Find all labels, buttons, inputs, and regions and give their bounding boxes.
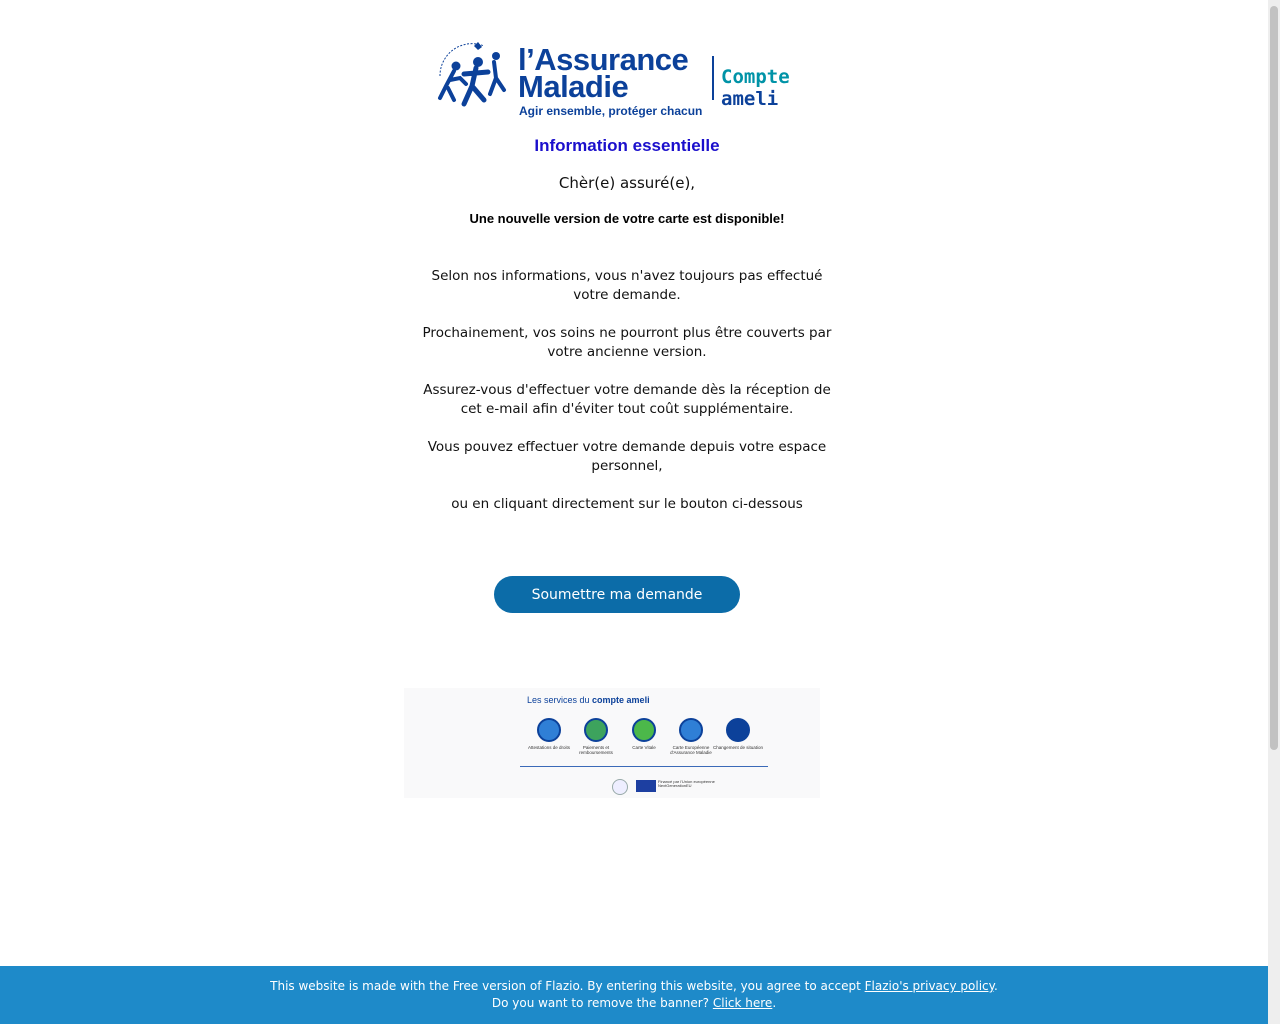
- services-title-prefix: Les services du: [527, 695, 590, 705]
- republic-seal-icon: [612, 779, 628, 795]
- submit-request-button[interactable]: Soumettre ma demande: [494, 576, 740, 613]
- email-body: [404, 134, 850, 514]
- eu-funding-text: Financé par l'Union européenne NextGenerationEU: [658, 779, 715, 788]
- brand-line2: Maladie: [518, 69, 629, 104]
- paragraph-3: Assurez-vous d'effectuer votre demande dès la réception de cet e-mail afin d'éviter tout coût supplémentaire.: [423, 382, 831, 417]
- euro-icon: [584, 718, 608, 742]
- flazio-banner: [0, 966, 1268, 1024]
- services-title-bold: compte ameli: [592, 695, 650, 705]
- card-icon: [632, 718, 656, 742]
- subheading: Une nouvelle version de votre carte est disponible!: [469, 211, 785, 226]
- service-label: Attestations de droits: [527, 745, 571, 750]
- greeting: Chèr(e) assuré(e),: [558, 174, 696, 192]
- brand-line1: l’Assurance: [518, 42, 689, 77]
- account-prefix: Compte: [721, 66, 790, 88]
- brand-name: [518, 42, 689, 104]
- services-divider: [520, 766, 768, 767]
- service-changement-situation: [708, 718, 768, 750]
- paragraph-5: ou en cliquant directement sur le bouton ci-dessous: [451, 496, 803, 512]
- document-icon: [537, 718, 561, 742]
- services-title: [527, 695, 650, 705]
- privacy-policy-link[interactable]: Flazio's privacy policy: [864, 979, 995, 993]
- brand-header: [434, 38, 854, 128]
- banner-text-1: This website is made with the Free version of Flazio. By entering this website, you agree to accept: [270, 979, 861, 993]
- service-label: Paiements et remboursements: [579, 745, 613, 755]
- paragraph-4: Vous pouvez effectuer votre demande depuis votre espace personnel,: [427, 439, 827, 474]
- eu-flag-icon: [636, 780, 656, 792]
- account-name: ameli: [721, 88, 779, 110]
- banner-period-1: .: [994, 979, 998, 993]
- banner-period-2: .: [772, 996, 777, 1010]
- paragraph-1: Selon nos informations, vous n'avez toujours pas effectué votre demande.: [431, 268, 823, 303]
- page-title: Information essentielle: [534, 136, 720, 155]
- service-label: Carte Européenne d'Assurance Maladie: [670, 745, 712, 755]
- swap-icon: [726, 718, 750, 742]
- banner-line-1: [0, 966, 1268, 995]
- paragraph-2: Prochainement, vos soins ne pourront plus être couverts par votre ancienne version.: [422, 325, 832, 360]
- service-label: Changement de situation: [712, 745, 764, 750]
- services-banner-image: [404, 688, 820, 798]
- compte-ameli-label: [721, 66, 854, 110]
- brand-divider: [712, 56, 714, 100]
- scrollbar-thumb[interactable]: [1270, 6, 1278, 750]
- banner-line-2: [0, 995, 1268, 1012]
- remove-banner-link[interactable]: Click here: [712, 996, 773, 1010]
- service-label: Carte Vitale: [632, 745, 656, 750]
- eu-stars-icon: [679, 718, 703, 742]
- banner-text-2: Do you want to remove the banner?: [491, 996, 710, 1010]
- brand-tagline: Agir ensemble, protéger chacun: [519, 104, 703, 118]
- vertical-scrollbar[interactable]: [1268, 0, 1280, 1024]
- assurance-maladie-logo-icon: [434, 38, 510, 114]
